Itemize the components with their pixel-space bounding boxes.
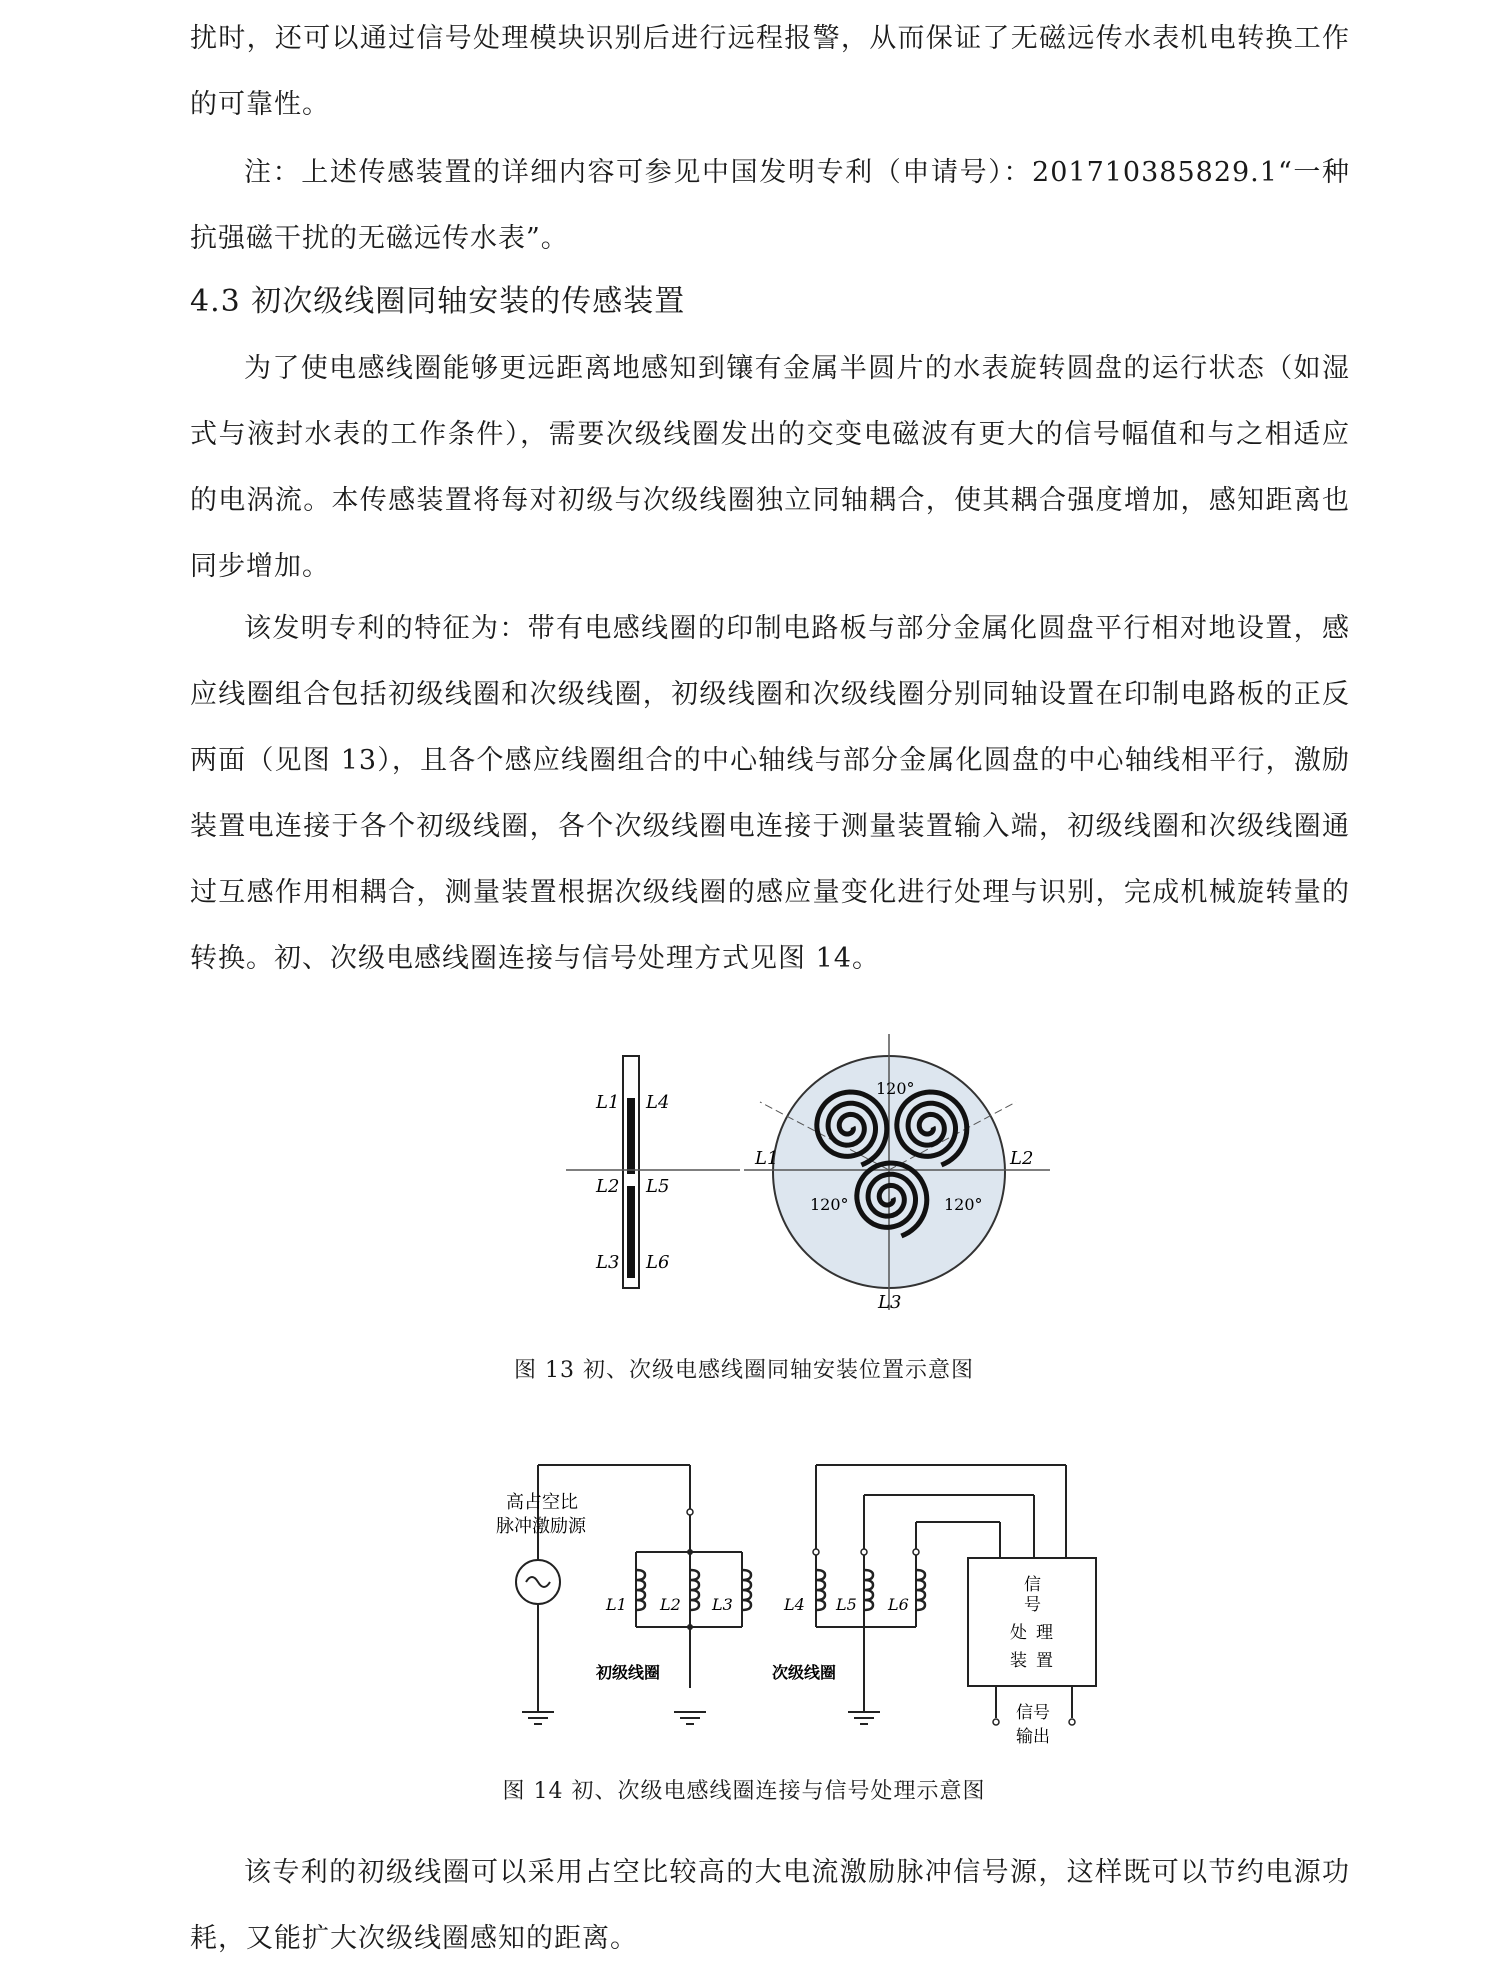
figure-13 [0,1010,1488,1390]
coil-label-l3: L3 [712,1595,733,1614]
figure-13-caption: 图 13 初、次级电感线圈同轴安装位置示意图 [514,1358,974,1383]
paragraph-note: 注：上述传感装置的详细内容可参见中国发明专利（申请号）：201710385829.1“一种抗强磁干扰的无磁远传水表”。 [190,157,1350,254]
angle-label-top: 120° [876,1079,915,1098]
source-label-line2: 脉冲激励源 [496,1516,586,1537]
label-l5: L5 [646,1176,670,1197]
inductor-4 [816,1570,825,1610]
paragraph-continuation: 扰时，还可以通过信号处理模块识别后进行远程报警，从而保证了无磁远传水表机电转换工作的可靠性。 [190,23,1350,120]
label-l2: L2 [596,1176,620,1197]
angle-label-left: 120° [810,1195,849,1214]
label-l1: L1 [596,1092,620,1113]
figure-13-diagram [0,1010,1488,1390]
inductor-3 [742,1570,751,1610]
output-label-line2: 输出 [1016,1727,1050,1747]
coil-label-l1: L1 [606,1595,627,1614]
coil-label-l6: L6 [888,1595,909,1614]
paragraph-features: 该发明专利的特征为：带有电感线圈的印制电路板与部分金属化圆盘平行相对地设置，感应线圈组合包括初级线圈和次级线圈，初级线圈和次级线圈分别同轴设置在印制电路板的正反两面（见图 13），且各个感应线圈组合的中心轴线与部分金属化圆盘的中心轴线相平行，激励装置电连接于各个初级线圈，各个次级线圈电连接于测量装置输入端，初级线圈和次级线圈通过互感作用相耦合，测量装置根据次级线圈的感应量变化进行处理与识别，完成机械旋转量的转换。初、次级电感线圈连接与信号处理方式见图 14。 [190,613,1350,974]
section-heading: 4.3 初次级线圈同轴安装的传感装置 [190,284,686,319]
angle-label-right: 120° [944,1195,983,1214]
disc-label-l2: L2 [1010,1148,1034,1169]
output-label-line1: 信号 [1016,1703,1050,1723]
inductor-1 [636,1570,645,1610]
label-l6: L6 [646,1252,670,1273]
disc-label-l3: L3 [878,1292,902,1313]
inductor-6 [916,1570,925,1610]
primary-group-label: 初级线圈 [596,1663,661,1682]
output-terminal-2 [1069,1719,1075,1725]
processor-label-6: 置 [1036,1651,1053,1671]
secondary-group-label: 次级线圈 [772,1663,837,1682]
inductor-5 [864,1570,873,1610]
processor-label-5: 装 [1010,1651,1027,1671]
processor-label-2: 号 [1024,1595,1041,1615]
label-l4: L4 [646,1092,670,1113]
output-terminal-1 [993,1719,999,1725]
label-l3: L3 [596,1252,620,1273]
coil-label-l5: L5 [836,1595,857,1614]
inductor-2 [690,1570,699,1610]
paragraph-intro: 为了使电感线圈能够更远距离地感知到镶有金属半圆片的水表旋转圆盘的运行状态（如湿式与液封水表的工作条件），需要次级线圈发出的交变电磁波有更大的信号幅值和与之相适应的电涡流。本传感装置将每对初级与次级线圈独立同轴耦合，使其耦合强度增加，感知距离也同步增加。 [190,353,1350,582]
source-label-line1: 高占空比 [506,1492,578,1513]
processor-label-3: 处 [1010,1623,1027,1643]
figure-14-caption: 图 14 初、次级电感线圈连接与信号处理示意图 [502,1779,986,1804]
coil-label-l2: L2 [660,1595,681,1614]
processor-label-1: 信 [1024,1575,1041,1595]
coil-label-l4: L4 [784,1595,805,1614]
paragraph-conclusion: 该专利的初级线圈可以采用占空比较高的大电流激励脉冲信号源，这样既可以节约电源功耗，又能扩大次级线圈感知的距离。 [190,1857,1350,1954]
figure-14 [0,1460,1488,1830]
disc-label-l1: L1 [755,1148,779,1169]
processor-label-4: 理 [1036,1623,1053,1643]
